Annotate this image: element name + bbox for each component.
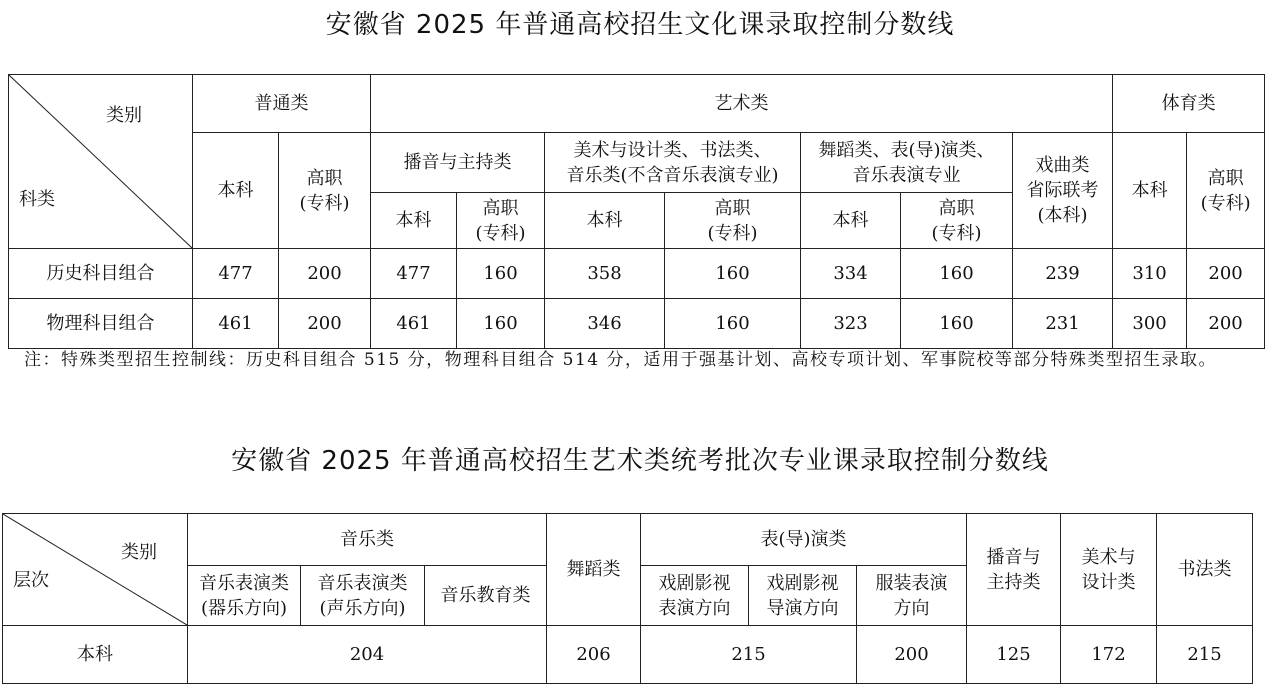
fine-arts-vocational-header: 高职 (专科) <box>665 193 801 249</box>
corner-header <box>3 514 188 626</box>
group-sports: 体育类 <box>1113 75 1265 133</box>
table1-title: 安徽省 2025 年普通高校招生文化课录取控制分数线 <box>325 10 955 40</box>
score-cell: 461 <box>371 299 457 349</box>
score-cell: 200 <box>279 299 371 349</box>
table-row <box>9 299 1265 349</box>
art-score-table <box>2 513 1253 684</box>
general-vocational-header: 高职 (专科) <box>279 133 371 249</box>
score-cell: 160 <box>901 299 1013 349</box>
group-general: 普通类 <box>193 75 371 133</box>
group-calligraphy: 书法类 <box>1157 514 1253 626</box>
score-cell: 160 <box>901 249 1013 299</box>
score-cell: 477 <box>371 249 457 299</box>
group-music: 音乐类 <box>188 514 547 566</box>
score-cell: 200 <box>857 626 967 684</box>
broadcast-header: 播音与主持类 <box>371 133 545 193</box>
dance-header: 舞蹈类、表(导)演类、 音乐表演专业 <box>801 133 1013 193</box>
group-fine-arts: 美术与 设计类 <box>1061 514 1157 626</box>
score-cell: 477 <box>193 249 279 299</box>
score-cell: 346 <box>545 299 665 349</box>
table2-title: 安徽省 2025 年普通高校招生艺术类统考批次专业课录取控制分数线 <box>231 446 1049 476</box>
music-vocal-header: 音乐表演类 (声乐方向) <box>301 566 425 626</box>
score-cell: 334 <box>801 249 901 299</box>
sports-undergrad-header: 本科 <box>1113 133 1187 249</box>
culture-score-table <box>8 74 1265 349</box>
score-cell: 125 <box>967 626 1061 684</box>
score-cell: 206 <box>547 626 641 684</box>
row-label: 物理科目组合 <box>9 299 193 349</box>
drama-acting-header: 戏剧影视 表演方向 <box>641 566 749 626</box>
broadcast-undergrad-header: 本科 <box>371 193 457 249</box>
score-cell: 231 <box>1013 299 1113 349</box>
sports-vocational-header: 高职 (专科) <box>1187 133 1265 249</box>
group-dance: 舞蹈类 <box>547 514 641 626</box>
score-cell: 160 <box>457 249 545 299</box>
general-undergrad-header: 本科 <box>193 133 279 249</box>
score-cell: 204 <box>188 626 547 684</box>
category-label: 类别 <box>106 105 142 126</box>
music-education-header: 音乐教育类 <box>425 566 547 626</box>
opera-header: 戏曲类 省际联考 (本科) <box>1013 133 1113 249</box>
dance-undergrad-header: 本科 <box>801 193 901 249</box>
score-cell: 239 <box>1013 249 1113 299</box>
group-art: 艺术类 <box>371 75 1113 133</box>
corner-header <box>9 75 193 249</box>
score-cell: 461 <box>193 299 279 349</box>
score-cell: 200 <box>1187 249 1265 299</box>
table-row <box>9 249 1265 299</box>
fine-arts-undergrad-header: 本科 <box>545 193 665 249</box>
broadcast-vocational-header: 高职 (专科) <box>457 193 545 249</box>
score-cell: 358 <box>545 249 665 299</box>
row-label: 本科 <box>3 626 188 684</box>
diagonal-line <box>9 75 192 248</box>
score-cell: 310 <box>1113 249 1187 299</box>
score-cell: 323 <box>801 299 901 349</box>
music-instrumental-header: 音乐表演类 (器乐方向) <box>188 566 301 626</box>
category-label: 类别 <box>121 542 157 563</box>
dance-vocational-header: 高职 (专科) <box>901 193 1013 249</box>
score-cell: 160 <box>457 299 545 349</box>
score-cell: 160 <box>665 299 801 349</box>
drama-directing-header: 戏剧影视 导演方向 <box>749 566 857 626</box>
row-label: 历史科目组合 <box>9 249 193 299</box>
group-broadcast: 播音与 主持类 <box>967 514 1061 626</box>
score-cell: 160 <box>665 249 801 299</box>
subject-label: 科类 <box>19 189 55 210</box>
group-drama: 表(导)演类 <box>641 514 967 566</box>
score-cell: 200 <box>1187 299 1265 349</box>
score-cell: 172 <box>1061 626 1157 684</box>
score-cell: 215 <box>641 626 857 684</box>
score-cell: 200 <box>279 249 371 299</box>
score-cell: 215 <box>1157 626 1253 684</box>
costume-header: 服装表演 方向 <box>857 566 967 626</box>
level-label: 层次 <box>13 570 49 591</box>
score-cell: 300 <box>1113 299 1187 349</box>
special-admission-note: 注：特殊类型招生控制线：历史科目组合 515 分，物理科目组合 514 分，适用于强基计划、高校专项计划、军事院校等部分特殊类型招生录取。 <box>24 350 1218 370</box>
fine-arts-header: 美术与设计类、书法类、 音乐类(不含音乐表演专业) <box>545 133 801 193</box>
